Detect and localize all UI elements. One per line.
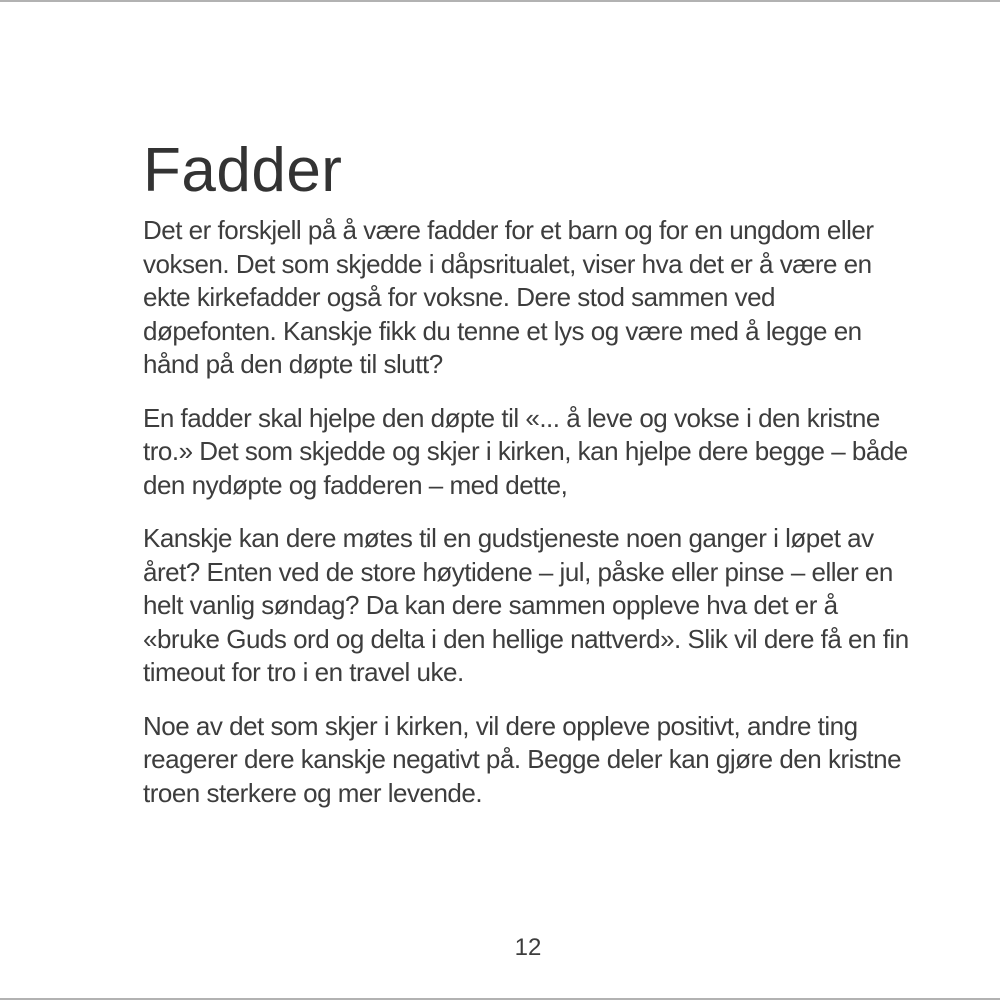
paragraph-1: Det er forskjell på å være fadder for et barn og for en ungdom eller voksen. Det som skjedde i dåpsritualet, viser hva det er å være en ekte kirkefadder også for voksne. Dere stod sammen ved døpefonten. Kanskje fikk du tenne et lys og være med å legge en hånd på den døpte til slutt? [143,215,874,379]
paragraph-4: Noe av det som skjer i kirken, vil dere oppleve positivt, andre ting reagerer dere kanskje negativt på. Begge deler kan gjøre den kristne troen sterkere og mer levende. [143,710,902,808]
top-edge-divider [0,0,1000,2]
paragraph-2: En fadder skal hjelpe den døpte til «... å leve og vokse i den kristne tro.» Det som skjedde og skjer i kirken, kan hjelpe dere begge – både den nydøpte og fadderen – med dette, [143,402,908,500]
page-body [143,138,913,830]
page-number: 12 [514,934,542,961]
page-title: Fadder [143,136,343,205]
paragraph-3: Kanskje kan dere møtes til en gudstjeneste noen ganger i løpet av året? Enten ved de store høytidene – jul, påske eller pinse – eller en helt vanlig søndag? Da kan dere sammen oppleve hva det er å «bruke Guds ord og delta i den hellige nattverd». Slik vil dere få en fin timeout for tro i en travel uke. [143,523,909,687]
